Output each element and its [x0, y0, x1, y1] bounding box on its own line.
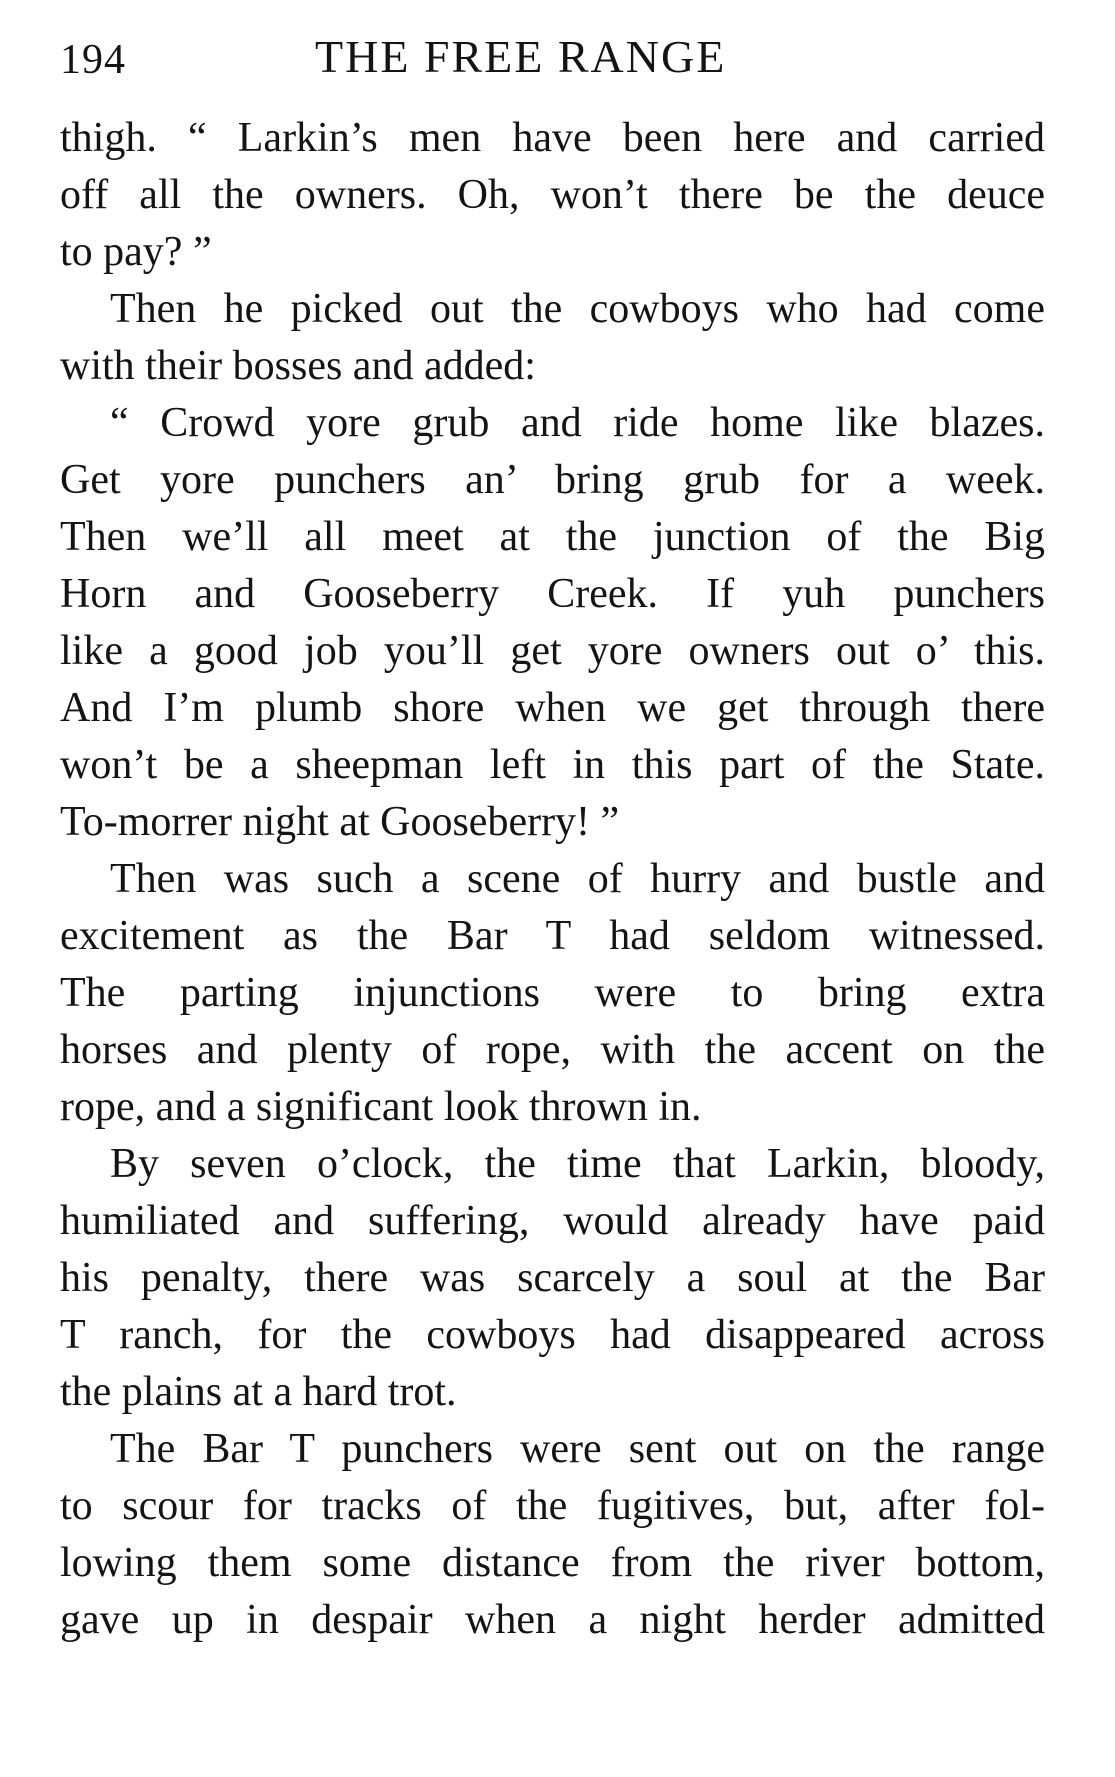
text-line: to pay? ”: [60, 229, 212, 275]
text-line: to scour for tracks of the fugitives, but, after fol-: [60, 1483, 1045, 1529]
text-line: with their bosses and added:: [60, 343, 536, 389]
text-line: The Bar T punchers were sent out on the range: [110, 1426, 1045, 1472]
text-line: Then was such a scene of hurry and bustle and: [110, 856, 1045, 902]
text-line: Then we’ll all meet at the junction of the Big: [60, 514, 1045, 560]
page-number: 194: [60, 37, 126, 83]
text-line: humiliated and suffering, would already have paid: [60, 1198, 1045, 1244]
text-line: “ Crowd yore grub and ride home like blazes.: [110, 400, 1045, 446]
text-line: his penalty, there was scarcely a soul at the Bar: [60, 1255, 1045, 1301]
text-line: To-morrer night at Gooseberry! ”: [60, 799, 620, 845]
text-line: Horn and Gooseberry Creek. If yuh punchers: [60, 571, 1045, 617]
text-line: Get yore punchers an’ bring grub for a week.: [60, 457, 1045, 503]
page-header: [60, 30, 1045, 90]
text-line: off all the owners. Oh, won’t there be the deuce: [60, 172, 1045, 218]
body-text: [60, 110, 1045, 1649]
text-line: like a good job you’ll get yore owners out o’ this.: [60, 628, 1045, 674]
text-line: horses and plenty of rope, with the accent on the: [60, 1027, 1045, 1073]
text-line: lowing them some distance from the river bottom,: [60, 1540, 1045, 1586]
text-line: Then he picked out the cowboys who had come: [110, 286, 1045, 332]
text-line: rope, and a significant look thrown in.: [60, 1084, 702, 1130]
text-line: excitement as the Bar T had seldom witnessed.: [60, 913, 1045, 959]
text-line: And I’m plumb shore when we get through there: [60, 685, 1045, 731]
text-line: gave up in despair when a night herder admitted: [60, 1597, 1045, 1643]
text-line: thigh. “ Larkin’s men have been here and carried: [60, 115, 1045, 161]
running-title: THE FREE RANGE: [315, 31, 727, 82]
text-line: the plains at a hard trot.: [60, 1369, 457, 1415]
text-line: By seven o’clock, the time that Larkin, bloody,: [110, 1141, 1045, 1187]
text-line: The parting injunctions were to bring extra: [60, 970, 1045, 1016]
text-line: won’t be a sheepman left in this part of the State.: [60, 742, 1045, 788]
text-line: T ranch, for the cowboys had disappeared across: [60, 1312, 1045, 1358]
